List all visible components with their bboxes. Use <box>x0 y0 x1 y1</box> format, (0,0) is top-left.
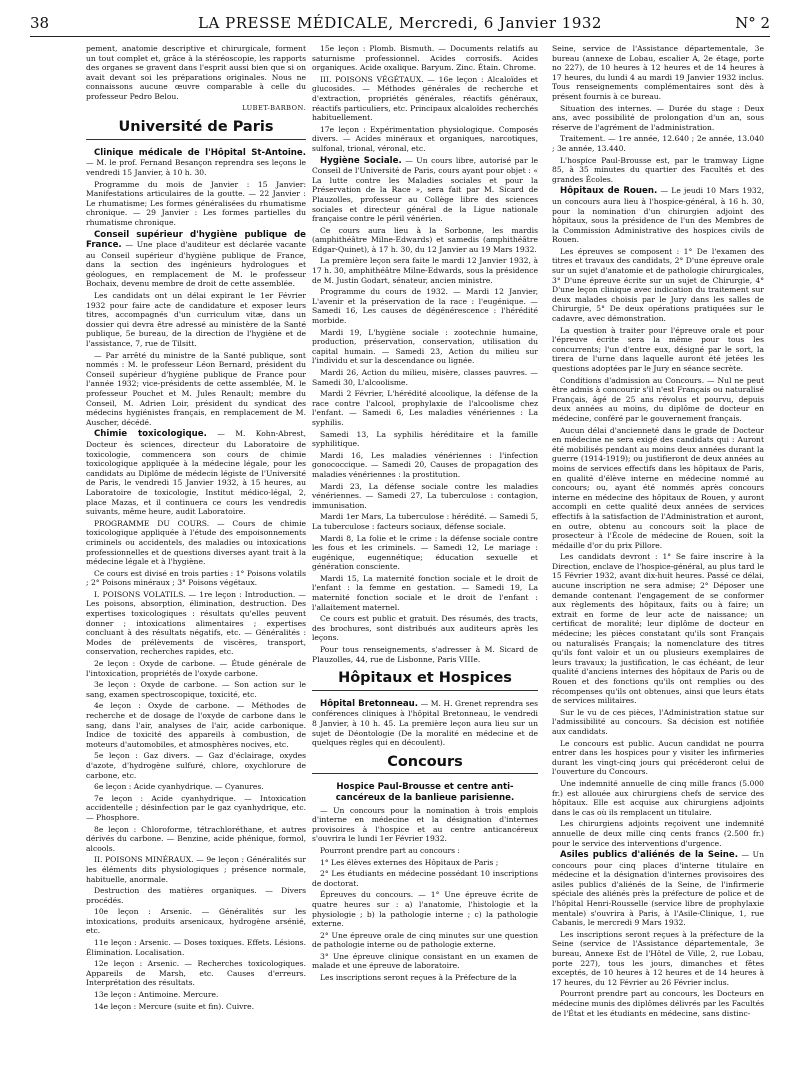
poisons-volatils: I. POISONS VOLATILS. — 1re leçon : Introduction. — Les poisons, absorption, élimination, destruction. Des expertises toxicologiques : résultats qu'elles peuvent donner ; intoxications alimentaires ; expertises concluant à des résultats négatifs, etc. — Généralités : Modes de prélèvements de viscères, transport, conservation, recherches rapides, etc. <box>86 589 306 657</box>
heading-rouen: Hôpitaux de Rouen. <box>560 186 658 197</box>
hygiene-8: Mardi 8, La folie et le crime : la défense sociale contre les fous et les criminels. — Samedi 12, Le mariage : eugénique, eugennétique; éducation sexuelle et génération consciente. <box>312 533 538 572</box>
hygiene-renseignements: Pour tous renseignements, s'adresser à M. Sicard de Plauzolles, 44, rue de Lisbonne, Paris VIIIe. <box>312 645 538 664</box>
lecon-4: 4e leçon : Oxyde de carbone. — Méthodes de recherche et de dosage de l'oxyde de carbone dans le sang, dans l'air, analyses de l'air, acide carbonique. Indice de toxicité des appareils à combustion, de moteurs d'automobiles, et atmosphères nocives, etc. <box>86 701 306 749</box>
lecon-11: 11e leçon : Arsenic. — Doses toxiques. Effets. Lésions. Élimination. Localisation. <box>86 938 306 957</box>
lecon-12: 12e leçon : Arsenic. — Recherches toxicologiques. Appareils de Marsh, etc. Causes d'erreurs. Interprétation des résultats. <box>86 959 306 988</box>
asiles-inscriptions: Les inscriptions seront reçues à la préfecture de la Seine (service de l'Assistance départementale, 3e bureau, Annexe Est de l'Hôtel de Ville, 2, rue Lobau, porte 227), tous les jours, dimanches et fêtes exceptés, de 10 heures à 12 heures et de 14 heures à 17 heures, du 12 Février au 26 Février inclus. <box>552 929 764 987</box>
lecon-7: 7e leçon : Acide cyanhydrique. — Intoxication accidentelle ; désinfection par le gaz cyanhydrique, etc. — Phosphore. <box>86 793 306 822</box>
section-title-universite: Université de Paris <box>86 119 306 140</box>
column-1 <box>86 44 306 1074</box>
hygiene-gratuit: Ce cours est public et gratuit. Des résumés, des tracts, des brochures, sont distribués aux auditeurs après les leçons. <box>312 614 538 643</box>
paul-brousse-epreuve-2: 2° Une épreuve orale de cinq minutes sur une question de pathologie interne ou de pathologie externe. <box>312 930 538 950</box>
hygiene-text: — Un cours libre, autorisé par le Conseil de l'Université de Paris, cours ayant pour objet : « La lutte contre les Maladies sociales et pour la Préservation de la Race », sera fait par M. Sicard de Plauzolles, professeur au Collège libre des sciences sociales et directeur général de la Ligue nationale française contre le péril vénérien. <box>312 155 538 224</box>
paul-brousse-epreuves: Épreuves du concours. — 1° Une épreuve écrite de quatre heures sur : a) l'anatomie, l'histologie et la physiologie ; b) la pathologie interne ; c) la pathologie externe. <box>312 890 538 929</box>
chimie-division: Ce cours est divisé en trois parties : 1° Poisons volatils ; 2° Poisons minéraux ; 3° Poisons végétaux. <box>86 568 306 588</box>
asiles-participants: Pourront prendre part au concours, les Docteurs en médecine munis des diplômes délivrés par les Facultés de l'État et les étudiants en médecine, sans distinc- <box>552 989 764 1018</box>
lecon-8: 8e leçon : Chloroforme, tétrachloréthane, et autres dérivés du carbone. — Benzine, acide phénique, formol, alcools. <box>86 824 306 853</box>
hygiene-p3: La première leçon sera faite le mardi 12 Janvier 1932, à 17 h. 30, amphithéâtre Milne-Edwards, sous la présidence de M. Justin Godart, sénateur, ancien ministre. <box>312 256 538 285</box>
conseil-text: — Une place d'auditeur est déclarée vacante au Conseil supérieur d'hygiène publique de France, dans la section des ingénieurs hydrologues et géologues, en remplacement de M. le professeur Bochaix, devenu membre de droit de cette assemblée. <box>86 240 306 289</box>
poisons-vegetaux: III. POISONS VÉGÉTAUX. — 16e leçon : Alcaloïdes et glucosides. — Méthodes générales de recherche et d'extraction, propriétés générales, réactifs généraux, réactifs particuliers, etc. Principaux alcaloïdes recherchés habituellement. <box>312 74 538 123</box>
issue-number: N° 2 <box>735 14 770 32</box>
chimie-programme: PROGRAMME DU COURS. — Cours de chimie toxicologique appliquée à l'étude des empoisonnements criminels ou accidentels, des maladies ou intoxications professionnelles et de questions diverses ayant trait à la médecine légale et à l'hygiène. <box>86 518 306 567</box>
clinique-text: — M. le prof. Fernand Besançon reprendra ses leçons le vendredi 15 Janvier, à 10 h. 30. <box>86 158 306 177</box>
lecon-13: 13e leçon : Antimoine. Mercure. <box>94 990 219 1000</box>
hygiene-13: Samedi 13, La syphilis héréditaire et la famille syphilitique. <box>312 429 538 449</box>
paul-brousse-text: — Un concours pour la nomination à trois emplois d'interne en médecine et la désignation d'internes provisoires à l'hospice et au centre anticancéreux s'ouvrira le lundi 1er Février 1932. <box>312 805 538 844</box>
signature: LUBET-BARBON. <box>242 103 306 112</box>
asiles-text: — Un concours pour cinq places d'interne titulaire en médecine et la désignation d'internes provisoires des asiles publics d'aliénés de la Seine, de l'infirmerie spéciale des aliénés près la préfecture de police et de l'hôpital Henri-Rousselle (service libre de prophylaxie mentale) s'ouvrira à Paris, à l'Asile-Clinique, 1, rue Cabanis, le mercredi 9 Mars 1932. <box>552 850 764 928</box>
hygiene-23: Mardi 23, La défense sociale contre les maladies vénériennes. — Samedi 27, La tuberculose : contagion, immunisation. <box>312 481 538 510</box>
rouen-admissibilite: Sur le vu de ces pièces, l'Administration statue sur l'admissibilité au concours. Sa décision est notifiée aux candidats. <box>552 707 764 736</box>
rouen-indemnite: Une indemnité annuelle de cinq mille francs (5.000 fr.) est allouée aux chirurgiens chefs de service des hôpitaux. Elle est acquise aux chirurgiens adjoints dans le cas où ils remplacent un titulaire. <box>552 778 764 817</box>
lecon-6: 6e leçon : Acide cyanhydrique. — Cyanures. <box>94 782 264 792</box>
rouen-epreuves: Les épreuves se composent : 1° De l'examen des titres et travaux des candidats, 2° D'une épreuve orale sur un sujet d'anatomie et de pathologie chirurgicales, 3° D'une épreuve écrite sur un sujet de Chirurgie, 4° D'une leçon clinique avec indication du traitement sur deux malades choisis par le Jury dans les salles de Chirurgie, 5° De deux opérations pratiquées sur le cadavre, avec démonstration. <box>552 246 764 324</box>
paul-brousse-inscriptions: Les inscriptions seront reçues à la Préfecture de la <box>320 973 517 983</box>
acces-hospice: L'hospice Paul-Brousse est, par le tramway Ligne 85, à 35 minutes du quartier des Facultés et des grandes Écoles. <box>552 155 764 184</box>
heading-bretonneau: Hôpital Bretonneau. <box>320 698 419 709</box>
page-header <box>30 14 770 38</box>
heading-chimie: Chimie toxicologique. <box>94 429 207 440</box>
journal-title: LA PRESSE MÉDICALE, Mercredi, 6 Janvier 1932 <box>198 14 602 32</box>
hygiene-15: Mardi 15, La maternité fonction sociale et le droit de l'enfant : la femme en gestation. — Samedi 19, La maternité fonction sociale et le droit de l'enfant : l'allaitement maternel. <box>312 573 538 612</box>
paul-brousse-participants: Pourront prendre part au concours : <box>320 845 460 855</box>
lecon-14: 14e leçon : Mercure (suite et fin). Cuivre. <box>94 1001 254 1011</box>
heading-clinique: Clinique médicale de l'Hôpital St-Antoine. <box>94 147 306 158</box>
paul-brousse-continuation: Seine, service de l'Assistance départementale, 3e bureau (annexe de Lobau, escalier A, 2e étage, porte no 227), de 10 heures à 12 heures et de 14 heures à 17 heures, du lundi 4 au mardi 19 Janvier 1932 inclus. Tous renseignements complémentaires sont dès à présent fournis à ce bureau. <box>552 44 764 101</box>
column-3 <box>552 44 764 1074</box>
intro-paragraph: pement, anatomie descriptive et chirurgicale, forment un tout complet et, grâce à la stéréoscopie, les rapports des organes se gravent dans l'esprit aussi bien que si on avait devant soi les préparations originales. Nous ne connaissons aucune œuvre comparable à celle du professeur Pedro Belou. <box>86 44 306 101</box>
heading-paul-brousse: Hospice Paul-Brousse et centre anti-cancéreux de la banlieue parisienne. <box>335 782 515 803</box>
heading-conseil: Conseil supérieur d'hygiène publique de France. <box>86 229 306 251</box>
rouen-indemnite-2: Les chirurgiens adjoints reçoivent une indemnité annuelle de deux mille cinq cents francs (2.500 fr.) pour le service des interventions d'urgence. <box>552 819 764 848</box>
rouen-question: La question à traiter pour l'épreuve orale et pour l'épreuve écrite sera la même pour tous les concurrents; l'un d'entre eux, désigné par le sort, la tirera de l'urne dans laquelle auront été jetées les questions adoptées par le Jury en séance secrète. <box>552 325 764 373</box>
lecon-15: 15e leçon : Plomb. Bismuth. — Documents relatifs au saturnisme professionnel. Acides corrosifs. Acides organiques. Acide oxalique. Baryum. Zinc. Étain. Chrome. <box>312 44 538 73</box>
hygiene-26: Mardi 26, Action du milieu, misère, classes pauvres. — Samedi 30, L'alcoolisme. <box>312 368 538 387</box>
rouen-public: Le concours est public. Aucun candidat ne pourra entrer dans les hospices pour y visiter les infirmeries durant les vingt-cinq jours qui précéderont celui de l'ouverture du Concours. <box>552 738 764 777</box>
paul-brousse-epreuve-3: 3° Une épreuve clinique consistant en un examen de malade et une épreuve de laboratoire. <box>312 951 538 971</box>
section-title-concours: Concours <box>312 754 538 775</box>
hygiene-19: Mardi 19, L'hygiène sociale : zootechnie humaine, production, préservation, conservation, utilisation du capital humain. — Samedi 23, Action du milieu sur l'individu et sur la descendance ou lignée. <box>312 327 538 366</box>
lecon-10: 10e leçon : Arsenic. — Généralités sur les intoxications, produits arsenicaux, hydrogène arsénié, etc. <box>86 907 306 936</box>
chimie-text: — M. Kohn-Abrest, Docteur ès sciences, directeur du Laboratoire de toxicologie, commencera son cours de chimie toxicologique appliquée à la médecine légale, pour les candidats au Diplôme de médecin légiste de l'Université de Paris, le vendredi 15 Janvier 1932, à 15 heures, au Laboratoire de toxicologie, Institut médico-légal, 2, place Mazas, et il continuera ce cours les vendredis suivants, même heure, audit Laboratoire. <box>86 429 306 517</box>
clinique-programme: Programme du mois de Janvier : 15 Janvier: Manifestations articulaires de la goutte. — 22 Janvier : Le rhumatisme; Les formes généralisées du rhumatisme chronique. — 29 Janvier : Les formes partielles du rhumatisme chronique. <box>86 179 306 227</box>
situation-internes: Situation des internes. — Durée du stage : Deux ans, avec possibilité de prolongation d'un an, sous réserve de l'agrément de l'administration. <box>552 103 764 132</box>
column-2 <box>312 44 538 1074</box>
destruction-matieres: Destruction des matières organiques. — Divers procédés. <box>86 886 306 905</box>
hygiene-2: Mardi 2 Février, L'hérédité alcoolique, la défense de la race contre l'alcool, prophylaxie de l'alcoolisme chez l'enfant. — Samedi 6, Les maladies vénériennes : La syphilis. <box>312 389 538 427</box>
page-number: 38 <box>30 14 50 32</box>
lecon-2: 2e leçon : Oxyde de carbone. — Étude générale de l'intoxication, propriétés de l'oxyde carbone. <box>86 659 306 678</box>
rouen-conditions: Conditions d'admission au Concours. — Nul ne peut être admis à concourir s'il n'est Français ou naturalisé Français, âgé de 25 ans révolus et pourvu, depuis deux années au moins, du diplôme de docteur en médecine, conféré par le gouvernement français. <box>552 375 764 423</box>
traitement: Traitement. — 1re année, 12.640 ; 2e année, 13.040 ; 3e année, 13.440. <box>552 134 764 153</box>
rouen-inscriptions: Les candidats devront : 1° Se faire inscrire à la Direction, enclave de l'hospice-général, au plus tard le 15 Février 1932, avant dix-huit heures. Passé ce délai, aucune inscription ne sera admise; 2° Déposer une demande contenant l'engagement de se conformer aux règlements des hôpitaux, faits ou à faire; un extrait en forme de leur acte de naissance; un certificat de moralité; leur diplôme de docteur en médecine; les pièces constatant qu'ils sont Français ou naturalisés Français; la nomenclature des titres qu'ils font valoir et un ou plusieurs exemplaires de leurs travaux; la justification, le cas échéant, de leur qualité d'anciens internes des hôpitaux de Paris ou de Rouen et des fonctions qu'ils ont remplies ou des récompenses qu'ils ont obtenues, ainsi que leurs états de services militaires. <box>552 552 764 706</box>
rouen-text: — Le jeudi 10 Mars 1932, un concours aura lieu à l'hospice-général, à 16 h. 30, pour la nomination d'un chirurgien adjoint des hôpitaux, sous la présidence de l'un des Membres de la Commission Administrative des hospices civils de Rouen. <box>552 186 764 245</box>
paul-brousse-cond-2: 2° Les étudiants en médecine possédant 10 inscriptions de doctorat. <box>312 869 538 888</box>
hygiene-1-mars: Mardi 1er Mars, La tuberculose : hérédité. — Samedi 5, La tuberculose : facteurs sociaux, défense sociale. <box>312 512 538 531</box>
heading-asiles: Asiles publics d'aliénés de la Seine. <box>560 850 738 861</box>
heading-hygiene: Hygiène Sociale. <box>320 155 402 166</box>
lecon-5: 5e leçon : Gaz divers. — Gaz d'éclairage, oxydes d'azote, d'hydrogène sulfuré, chlore, oxychlorure de carbone, etc. <box>86 751 306 780</box>
section-title-hopitaux: Hôpitaux et Hospices <box>312 670 538 691</box>
header-rule <box>30 36 770 37</box>
lecon-3: 3e leçon : Oxyde de carbone. — Son action sur le sang, examen spectroscopique, toxicité, etc. <box>86 680 306 699</box>
poisons-mineraux: II. POISONS MINÉRAUX. — 9e leçon : Généralités sur les éléments dits physiologiques ; présence normale, habituelle, anormale. <box>86 855 306 884</box>
conseil-p3: — Par arrêté du ministre de la Santé publique, sont nommés : M. le professeur Léon Bernard, président du Conseil supérieur d'hygiène publique de France pour l'année 1932; vice-présidents de cette assemblée, M. le professeur Pouchet et M. Jules Renault; membre du Conseil, M. Adrien Loir, président du syndicat des médecins hygiénistes français, en remplacement de M. Auscher, décédé. <box>86 350 306 427</box>
lecon-17: 17e leçon : Expérimentation physiologique. Composés divers. — Acides minéraux et organiques, narcotiques, sulfonal, trional, véronal, etc. <box>312 124 538 153</box>
hygiene-16: Mardi 16, Les maladies vénériennes : l'infection gonococcique. — Samedi 20, Causes de propagation des maladies vénériennes : la prostitution. <box>312 450 538 479</box>
rouen-delai: Aucun délai d'ancienneté dans le grade de Docteur en médecine ne sera exigé des candidats qui : Auront été mobilisés pendant au moins deux années durant la guerre (1914-1919); ou justifieront de deux années au moins de services effectifs dans les hôpitaux de Paris, en qualité d'élève interne en médecine nommé au concours; ou, ayant été nommés après concours interne en médecine des hôpitaux de Rouen, y auront accompli en cette qualité deux années de services effectifs à la satisfaction de l'Administration et auront, en outre, obtenu au concours soit la place de prosecteur à l'École de médecine de Rouen, soit la médaille d'or du prix Pillore. <box>552 425 764 550</box>
conseil-p2: Les candidats ont un délai expirant le 1er Février 1932 pour faire acte de candidature et exposer leurs titres, accompagnés d'un curriculum vitæ, dans un dossier qui devra être adressé au ministère de la Santé publique, 5e bureau, de la direction de l'hygiène et de l'assistance, 7, rue de Tilsitt. <box>86 291 306 349</box>
hygiene-p2: Ce cours aura lieu à la Sorbonne, les mardis (amphithéâtre Milne-Edwards) et samedis (amphithéâtre Edgar-Quinet), à 17 h. 30, du 12 Janvier au 19 Mars 1932. <box>312 225 538 254</box>
paul-brousse-cond-1: 1° Les élèves externes des Hôpitaux de Paris ; <box>320 857 499 867</box>
bretonneau-text: — M. H. Grenet reprendra ses conférences cliniques à l'hôpital Bretonneau, le vendredi 8 Janvier, à 10 h. 45. La première leçon aura lieu sur un sujet de Déontologie (De la moralité en médecine et de quelques règles qui en découlent). <box>312 698 538 748</box>
hygiene-programme: Programme du cours de 1932. — Mardi 12 Janvier, L'avenir et la préservation de la race : l'eugénique. — Samedi 16, Les causes de dégénérescence : l'hérédité morbide. <box>312 287 538 326</box>
